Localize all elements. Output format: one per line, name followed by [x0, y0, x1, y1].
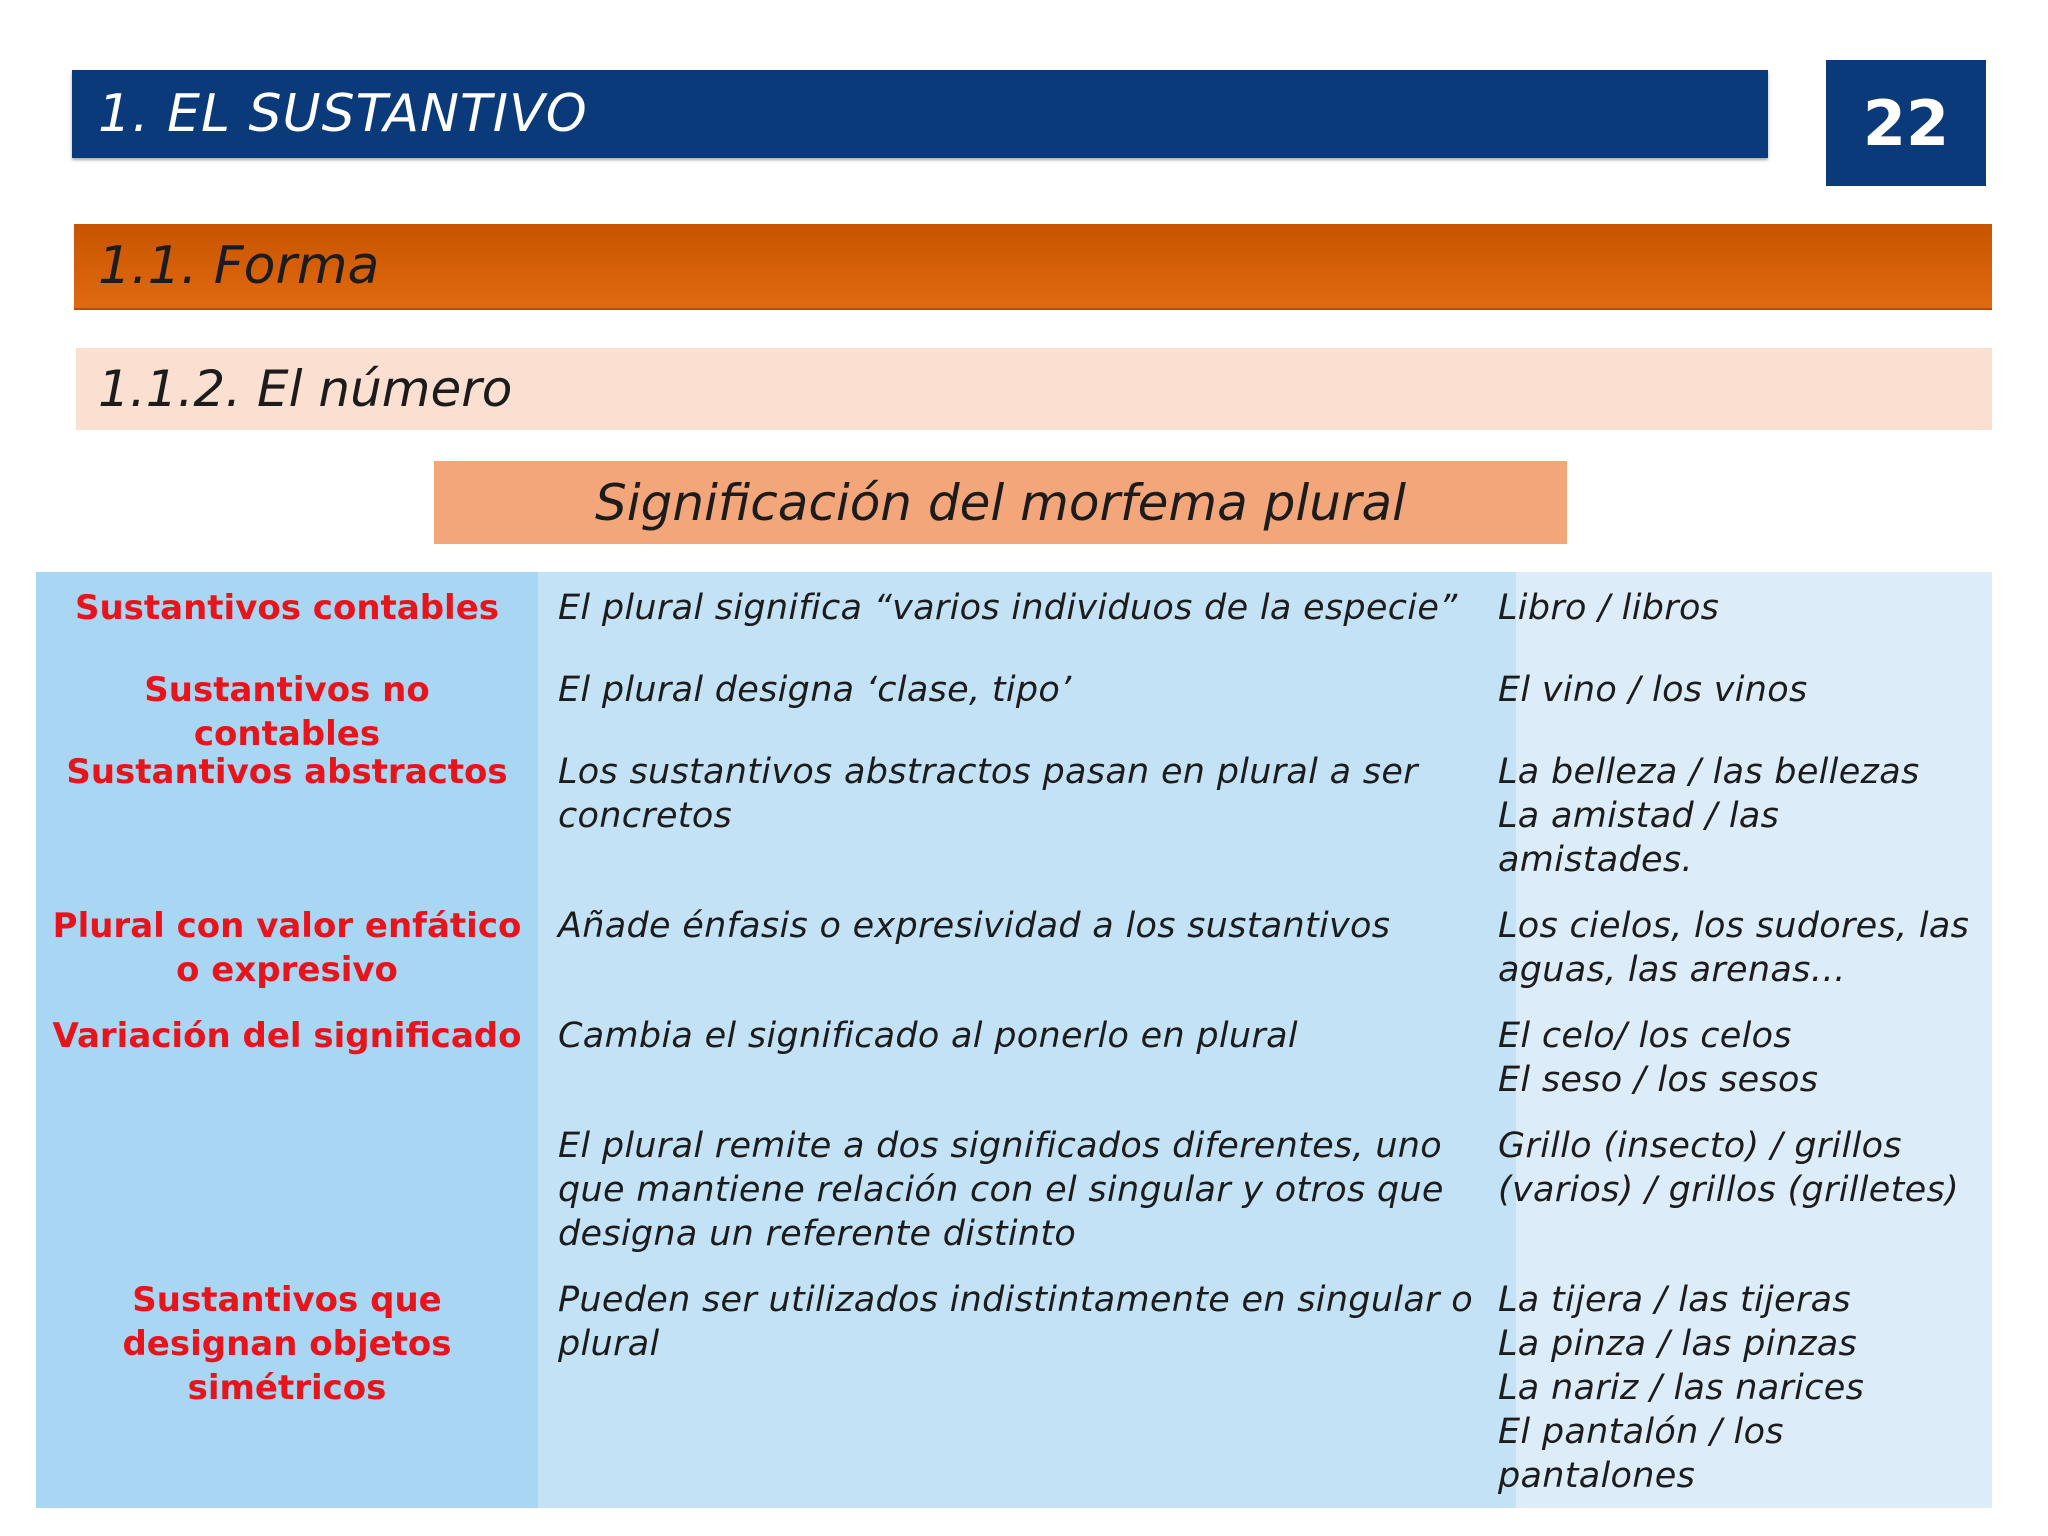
- row-category: Variación del significado: [52, 1016, 522, 1056]
- row-examples: [1498, 1014, 1992, 1102]
- example-line: La tijera / las tijeras: [1498, 1280, 1851, 1320]
- example-line: El seso / los sesos: [1498, 1060, 1819, 1100]
- example-line: El pantalón / los pantalones: [1498, 1412, 1784, 1496]
- row-category: Plural con valor enfático o expresivo: [52, 906, 522, 990]
- table-heading-box: [434, 461, 1567, 544]
- row-meaning: Añade énfasis o expresividad a los sustantivos: [558, 906, 1391, 946]
- example-line: Libro / libros: [1498, 588, 1720, 628]
- row-meaning: Los sustantivos abstractos pasan en plural a ser concretos: [558, 752, 1418, 836]
- slide-title: 1. EL SUSTANTIVO: [98, 84, 588, 144]
- row-category: Sustantivos que designan objetos simétricos: [122, 1280, 452, 1408]
- example-line: La amistad / las amistades.: [1498, 796, 1780, 880]
- row-category: Sustantivos contables: [74, 588, 500, 628]
- row-category: Sustantivos abstractos: [66, 752, 508, 792]
- section-bar: [74, 224, 1992, 310]
- row-meaning: El plural significa “varios individuos de la especie”: [558, 588, 1458, 628]
- row-examples: [1498, 1124, 1978, 1212]
- row-examples: [1498, 668, 1992, 712]
- row-category: Sustantivos no contables: [144, 670, 430, 754]
- title-bar: [72, 70, 1768, 158]
- row-examples: [1498, 904, 1978, 992]
- example-line: La belleza / las bellezas: [1498, 752, 1920, 792]
- subsection-bar: [76, 348, 1992, 430]
- row-meaning: El plural remite a dos significados diferentes, uno que mantiene relación con el singular y otros que designa un referente distinto: [558, 1126, 1444, 1254]
- page-number-badge: 22: [1826, 60, 1986, 186]
- table-heading: Significación del morfema plural: [594, 473, 1407, 532]
- row-meaning: El plural designa ‘clase, tipo’: [558, 670, 1072, 710]
- example-line: El celo/ los celos: [1498, 1016, 1792, 1056]
- example-line: El vino / los vinos: [1498, 670, 1808, 710]
- example-line: La nariz / las narices: [1498, 1368, 1865, 1408]
- example-line: Grillo (insecto) / grillos (varios) / grillos (grilletes): [1498, 1126, 1959, 1210]
- example-line: Los cielos, los sudores, las aguas, las arenas…: [1498, 906, 1970, 990]
- row-meaning: Pueden ser utilizados indistintamente en singular o plural: [558, 1280, 1473, 1364]
- row-meaning: Cambia el significado al ponerlo en plural: [558, 1016, 1298, 1056]
- subsection-title: 1.1.2. El número: [98, 360, 513, 418]
- row-examples: [1498, 586, 1992, 630]
- section-title: 1.1. Forma: [98, 236, 380, 296]
- plural-meaning-table: [36, 572, 1992, 1508]
- row-examples: [1498, 750, 1938, 882]
- example-line: La pinza / las pinzas: [1498, 1324, 1858, 1364]
- row-examples: [1498, 1278, 1928, 1498]
